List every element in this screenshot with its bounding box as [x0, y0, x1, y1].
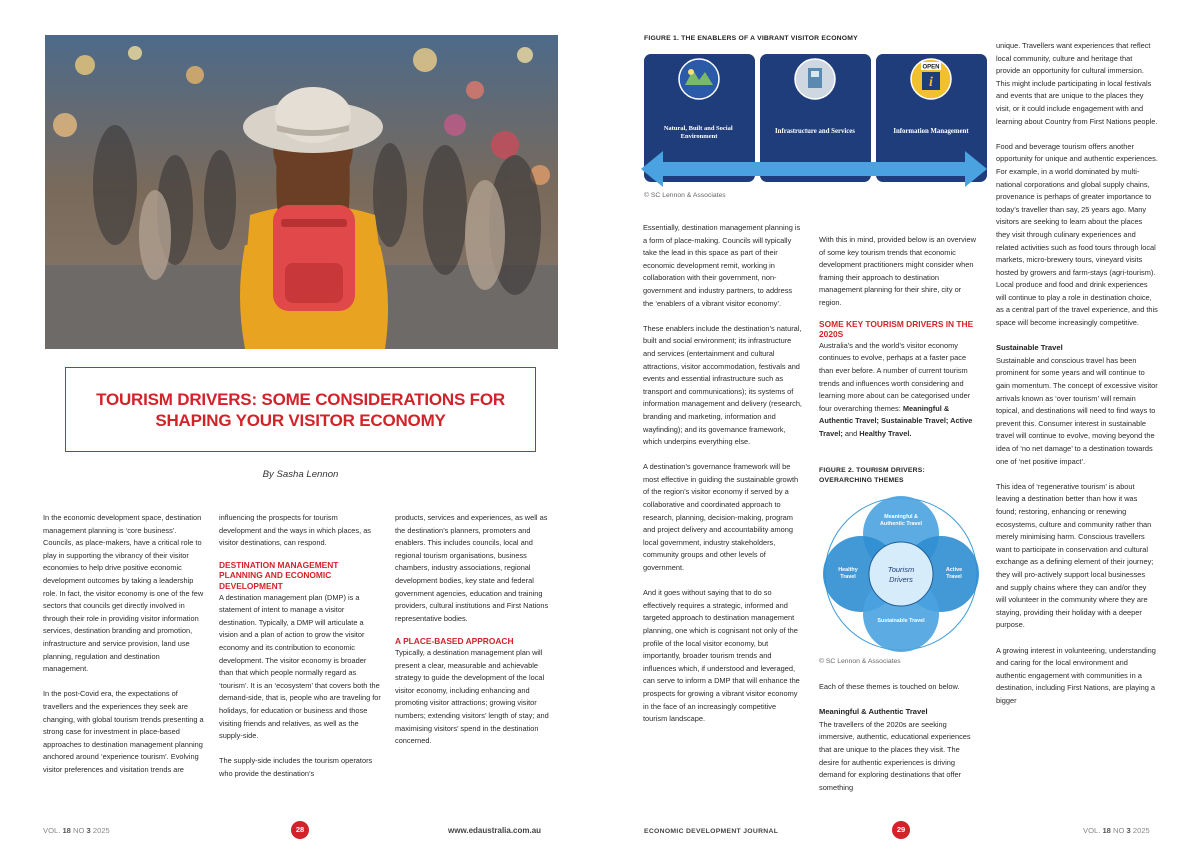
- column-2: [219, 512, 382, 780]
- themes-bold: Meaningful & Authentic Travel; Sustainable Travel; Active Travel;: [819, 403, 973, 438]
- theme-label-right-1: Active: [945, 567, 963, 573]
- article-title: TOURISM DRIVERS: SOME CONSIDERATIONS FOR SHAPING YOUR VISITOR ECONOMY: [96, 389, 505, 430]
- center-label-2: Drivers: [889, 575, 913, 584]
- column-6: [996, 40, 1158, 707]
- footer-journal-name: ECONOMIC DEVELOPMENT JOURNAL: [644, 828, 779, 835]
- byline: By Sasha Lennon: [262, 469, 339, 480]
- body-paragraph: products, services and experiences, as well as the destination’s planners, promoters and enablers. This includes councils, local and regional tourism organisations, business chambers, industry associations, regional development bodies, key state and federal government agencies, education and training providers, cultural institutions and First Nations representative bodies.: [395, 513, 549, 623]
- body-paragraph: A growing interest in volunteering, understanding and caring for the local environment and authentic engagement with communities in a destination, including First Nations, are playing a bigger: [996, 645, 1156, 705]
- theme-label-top-1: Meaningful &: [884, 514, 918, 520]
- footer-issue-left: VOL. 18 NO 3 2025: [43, 826, 110, 835]
- subheading: Meaningful & Authentic Travel: [819, 707, 928, 717]
- body-paragraph: unique. Travellers want experiences that reflect local community, culture and heritage that provide an opportunity for cultural immersion. This might include participating in local festivals and events that are unique to the places they visit, or it could include engagement with and learning about Country from First Nations people.: [996, 41, 1158, 126]
- theme-center-circle: [869, 542, 933, 606]
- tourist-photo-illustration: [45, 35, 558, 349]
- figure-2-credit: © SC Lennon & Associates: [819, 658, 901, 665]
- open-sign-text: OPEN: [922, 64, 940, 71]
- body-paragraph: [819, 340, 981, 441]
- subheading: Sustainable Travel: [996, 343, 1063, 353]
- theme-label-top-2: Authentic Travel: [880, 521, 922, 527]
- page-number-right: 29: [892, 821, 910, 839]
- enabler-label: Information Management: [893, 128, 969, 135]
- figure-1: [644, 34, 986, 44]
- hero-photo: [45, 35, 558, 349]
- theme-label-left-2: Travel: [840, 574, 856, 580]
- enabler-label: Natural, Built and Social Environment: [663, 125, 733, 140]
- column-3: [395, 512, 558, 748]
- theme-label-left-1: Healthy: [838, 567, 858, 573]
- body-paragraph: This idea of ‘regenerative tourism’ is about leaving a destination better than how it was found; restoring, enhancing or renewing ecosystems, culture and community rather than merely minimising harm. Conscious travellers want to participate in conservation and cultural exchange as a defining element of their journey; they will pro-actively support local businesses and supply chains where they can and/or they will volunteer in the community where they are staying, providing their holiday with a deeper purpose.: [996, 481, 1154, 630]
- footer-issue-right: VOL. 18 NO 3 2025: [1083, 826, 1150, 835]
- body-paragraph: The supply-side includes the tourism operators who provide the destination’s: [219, 756, 373, 778]
- body-paragraph: The travellers of the 2020s are seeking immersive, authentic, educational experiences that are unique to the places they visit. The desire for authentic experiences is driving demand for exploring destinations that offer something: [819, 719, 971, 792]
- information-icon: [911, 59, 951, 99]
- body-paragraph: Essentially, destination management planning is a form of place-making. Councils will typically take the lead in this space as part of their economic development remit, working in collaboration with their government, non-government and industry partners, to address the ‘enablers of a vibrant visitor economy’.: [643, 223, 801, 308]
- center-label-1: Tourism: [887, 565, 915, 574]
- body-paragraph: In the economic development space, destination management planning is ‘core business’. Councils, as place-makers, have a critical role to play in supporting the vibrancy of their visitor economies to help drive positive economic development outcomes by taking a leadership role. In fact, the visitor economy is one of the few sectors that councils get directly involved in through their role in providing visitor information services, destination branding and promotion, infrastructure and service provision, land use planning, regulation and destination management.: [43, 513, 204, 674]
- figure-2-diagram: [815, 494, 985, 654]
- body-paragraph: In the post-Covid era, the expectations of travellers and the experiences they seek are changing, with global tourism trends presenting a strong case for investment in place-based approaches to destination management planning anchored around ‘experience tourism’. Evolving visitor preferences and visitation trends are: [43, 689, 204, 774]
- themes-bold-2: Healthy Travel.: [859, 428, 912, 438]
- theme-label-right-2: Travel: [946, 574, 962, 580]
- figure-1-title: FIGURE 1. THE ENABLERS OF A VIBRANT VISITOR ECONOMY: [644, 35, 858, 42]
- body-paragraph: A destination’s governance framework will be most effective in guiding the sustainable growth of the region’s visitor economy if served by a collaborative and coordinated approach to research, planning, decision-making, program and project delivery and accountability among local government, industry stakeholders, community groups and other levels of government.: [643, 462, 799, 573]
- figure-2-title: FIGURE 2. TOURISM DRIVERS: OVERARCHING THEMES: [819, 467, 925, 484]
- info-i-glyph: i: [929, 75, 933, 90]
- body-paragraph: Sustainable and conscious travel has been prominent for some years and will continue to gain momentum. The concept of excessive visitor arrivals known as ‘over tourism’ will remain topical, and destinations will need to find ways to prevent this. Consumer interest in sustainable travel will continue to evolve, moving beyond the idea of ‘no net damage’ to a destination towards one of ‘net positive impact’.: [996, 355, 1158, 466]
- title-box: [65, 367, 536, 452]
- column-5-lower: [819, 681, 981, 794]
- body-paragraph: A destination management plan (DMP) is a statement of intent to manage a visitor destination. Typically, a DMP will articulate a vision and a plan of action to grow the visitor economy and its contribution to economic development. The visitor economy is broader than that which people normally regard as ‘tourism’. It is an ‘ecosystem’ that covers both the demand-side, that is, people who are traveling for holidays, for education or business and those visiting friends and relatives, as well as the supply-side.: [219, 592, 381, 741]
- figure-1-diagram: [641, 52, 987, 188]
- infrastructure-icon: [795, 59, 835, 99]
- section-heading: DESTINATION MANAGEMENT PLANNING AND ECONOMIC DEVELOPMENT: [219, 559, 339, 591]
- body-paragraph: With this in mind, provided below is an overview of some key tourism trends that economic development practitioners might consider when framing their approach to destination management planning for their shire, city or region.: [819, 235, 976, 307]
- section-heading: A PLACE-BASED APPROACH: [395, 636, 514, 647]
- theme-label-bottom: Sustainable Travel: [877, 618, 925, 624]
- body-paragraph: These enablers include the destination’s natural, built and social environment; its infrastructure and services (entertainment and cultural attractions, visitor accommodation, festivals and events and essential infrastructure such as transport and communications); its systems of information management and delivery (research, branding and marketing, information and wayfinding); and its governance framework, which underpins everything else.: [643, 323, 802, 447]
- themes-intro: Australia’s and the world’s visitor economy continues to evolve, perhaps at a faster pace than ever before. A number of current tourism trends and influences worth considering and learning more about can be categorised under four overarching themes:: [819, 340, 971, 413]
- body-paragraph: Typically, a destination management plan will present a clear, measurable and achievable strategy to guide the development of the local visitor economy, including enhancing and promoting visitor attractions; growing visitor numbers; extending visitors’ length of stay; and maximising visitors’ spend in the destination concerned.: [395, 647, 549, 746]
- environment-icon: [679, 59, 719, 99]
- body-paragraph: Each of these themes is touched on below.: [819, 682, 960, 691]
- section-heading: SOME KEY TOURISM DRIVERS IN THE 2020S: [819, 318, 974, 340]
- themes-and: and: [842, 428, 860, 438]
- column-4: [643, 222, 802, 726]
- footer-website[interactable]: www.edaustralia.com.au: [448, 826, 542, 835]
- column-5: [819, 234, 981, 441]
- body-paragraph: And it goes without saying that to do so effectively requires a strategic, informed and targeted approach to destination management planning, one which is cognisant not only of the profile of the local visitor economy, but importantly, broader tourism trends and influences which, if understood and leveraged, can serve to inform a DMP that will enhance the prospects for growing a vibrant visitor economy in the face of an increasingly competitive tourism landscape.: [643, 588, 800, 724]
- body-paragraph: Food and beverage tourism offers another opportunity for unique and authentic experiences. For example, in a world dominated by multi-national corporations and global supply chains, provenance is perhaps of greater importance to today’s traveller than say, 25 years ago. Many visitors are seeking to learn about the places they visit through culinary experiences and related activities such as food tours through local markets, micro-brewery tours, vineyard visits hosted by growers and farm-stays (agri-tourism). Local produce and food and drink experiences will continue to play a role in destination choice, as a central part of the travel experience, and this space will become increasingly competitive.: [996, 141, 1158, 328]
- body-paragraph: influencing the prospects for tourism development and the ways in which places, as visitor destinations, can respond.: [219, 513, 372, 548]
- enabler-label: Infrastructure and Services: [775, 128, 855, 135]
- figure-1-credit: © SC Lennon & Associates: [644, 192, 726, 199]
- column-1: [43, 512, 204, 776]
- page-number-left: 28: [291, 821, 309, 839]
